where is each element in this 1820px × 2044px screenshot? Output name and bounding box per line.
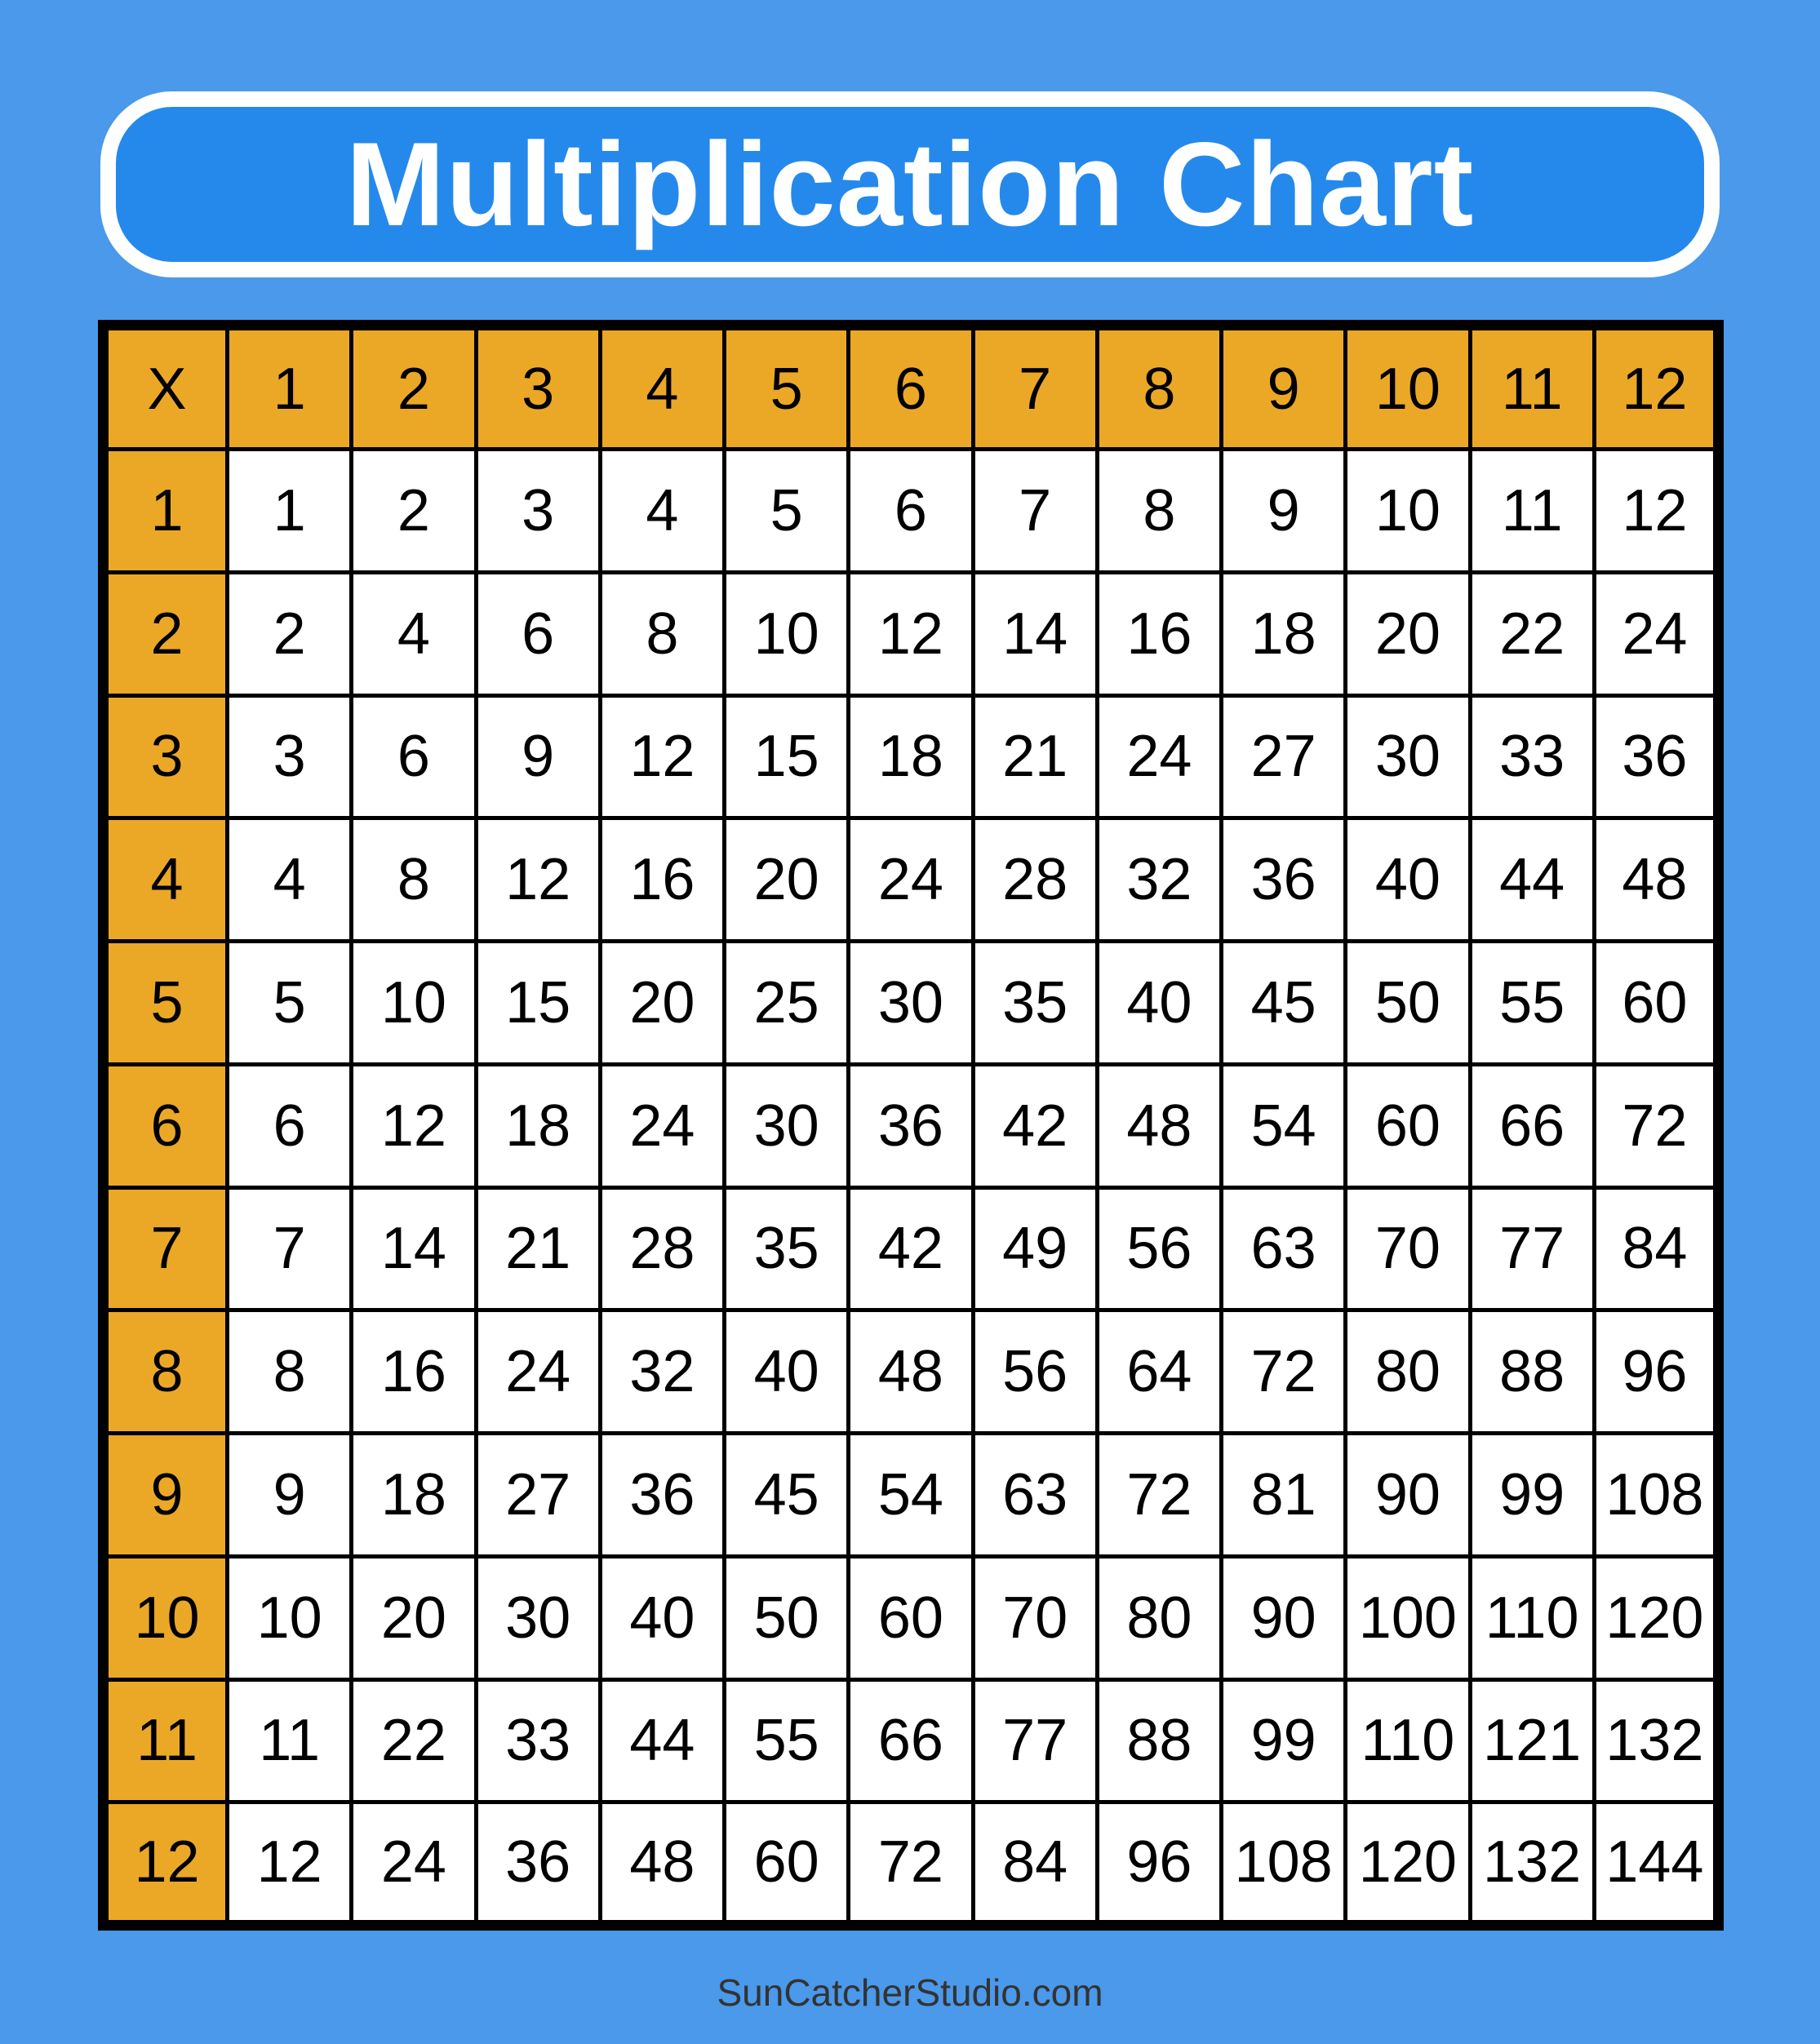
product-cell-4x2: 8 (352, 818, 476, 942)
product-cell-10x11: 110 (1470, 1556, 1594, 1679)
product-cell-5x12: 60 (1594, 942, 1718, 1065)
product-cell-6x12: 72 (1594, 1064, 1718, 1187)
row-header-5: 5 (104, 942, 228, 1065)
row-header-12: 12 (104, 1802, 228, 1926)
product-cell-1x5: 5 (725, 450, 849, 573)
product-cell-10x10: 100 (1346, 1556, 1470, 1679)
product-cell-12x4: 48 (600, 1802, 724, 1926)
column-header-12: 12 (1594, 326, 1718, 450)
product-cell-10x3: 30 (476, 1556, 600, 1679)
product-cell-3x4: 12 (600, 695, 724, 818)
product-cell-12x6: 72 (849, 1802, 973, 1926)
product-cell-4x1: 4 (228, 818, 352, 942)
table-row-6 (104, 1064, 1719, 1187)
product-cell-1x8: 8 (1097, 450, 1221, 573)
product-cell-7x5: 35 (725, 1187, 849, 1310)
product-cell-8x5: 40 (725, 1310, 849, 1434)
product-cell-11x2: 22 (352, 1679, 476, 1802)
product-cell-1x3: 3 (476, 450, 600, 573)
corner-cell: X (104, 326, 228, 450)
product-cell-9x6: 54 (849, 1434, 973, 1557)
product-cell-8x7: 56 (973, 1310, 1097, 1434)
product-cell-2x10: 20 (1346, 572, 1470, 695)
product-cell-5x11: 55 (1470, 942, 1594, 1065)
column-header-11: 11 (1470, 326, 1594, 450)
product-cell-2x7: 14 (973, 572, 1097, 695)
product-cell-1x12: 12 (1594, 450, 1718, 573)
product-cell-11x9: 99 (1222, 1679, 1346, 1802)
table-row-8 (104, 1310, 1719, 1434)
table-row-3 (104, 695, 1719, 818)
site-credit: SunCatcherStudio.com (717, 1971, 1103, 2014)
product-cell-6x6: 36 (849, 1064, 973, 1187)
row-header-10: 10 (104, 1556, 228, 1679)
table-row-1 (104, 450, 1719, 573)
product-cell-8x8: 64 (1097, 1310, 1221, 1434)
product-cell-12x1: 12 (228, 1802, 352, 1926)
column-header-3: 3 (476, 326, 600, 450)
product-cell-8x2: 16 (352, 1310, 476, 1434)
table-row-11 (104, 1679, 1719, 1802)
table-row-10 (104, 1556, 1719, 1679)
product-cell-1x2: 2 (352, 450, 476, 573)
product-cell-1x4: 4 (600, 450, 724, 573)
product-cell-6x11: 66 (1470, 1064, 1594, 1187)
product-cell-10x2: 20 (352, 1556, 476, 1679)
product-cell-7x6: 42 (849, 1187, 973, 1310)
product-cell-8x4: 32 (600, 1310, 724, 1434)
table-header (104, 326, 1719, 450)
product-cell-10x4: 40 (600, 1556, 724, 1679)
product-cell-9x12: 108 (1594, 1434, 1718, 1557)
table-row-4 (104, 818, 1719, 942)
row-header-7: 7 (104, 1187, 228, 1310)
product-cell-12x7: 84 (973, 1802, 1097, 1926)
product-cell-1x6: 6 (849, 450, 973, 573)
product-cell-4x11: 44 (1470, 818, 1594, 942)
product-cell-10x6: 60 (849, 1556, 973, 1679)
row-header-11: 11 (104, 1679, 228, 1802)
product-cell-12x9: 108 (1222, 1802, 1346, 1926)
product-cell-3x7: 21 (973, 695, 1097, 818)
product-cell-6x10: 60 (1346, 1064, 1470, 1187)
product-cell-5x5: 25 (725, 942, 849, 1065)
product-cell-11x1: 11 (228, 1679, 352, 1802)
product-cell-12x11: 132 (1470, 1802, 1594, 1926)
row-header-3: 3 (104, 695, 228, 818)
product-cell-4x12: 48 (1594, 818, 1718, 942)
product-cell-5x3: 15 (476, 942, 600, 1065)
product-cell-4x3: 12 (476, 818, 600, 942)
column-header-8: 8 (1097, 326, 1221, 450)
column-header-10: 10 (1346, 326, 1470, 450)
product-cell-3x8: 24 (1097, 695, 1221, 818)
table-row-12 (104, 1802, 1719, 1926)
page-title: Multiplication Chart (345, 117, 1475, 251)
row-header-9: 9 (104, 1434, 228, 1557)
product-cell-2x4: 8 (600, 572, 724, 695)
product-cell-1x1: 1 (228, 450, 352, 573)
product-cell-10x9: 90 (1222, 1556, 1346, 1679)
product-cell-9x3: 27 (476, 1434, 600, 1557)
product-cell-7x4: 28 (600, 1187, 724, 1310)
product-cell-5x8: 40 (1097, 942, 1221, 1065)
product-cell-4x4: 16 (600, 818, 724, 942)
product-cell-1x7: 7 (973, 450, 1097, 573)
product-cell-9x4: 36 (600, 1434, 724, 1557)
product-cell-11x10: 110 (1346, 1679, 1470, 1802)
column-header-1: 1 (228, 326, 352, 450)
product-cell-7x10: 70 (1346, 1187, 1470, 1310)
product-cell-9x5: 45 (725, 1434, 849, 1557)
product-cell-6x3: 18 (476, 1064, 600, 1187)
product-cell-9x11: 99 (1470, 1434, 1594, 1557)
product-cell-7x9: 63 (1222, 1187, 1346, 1310)
product-cell-10x8: 80 (1097, 1556, 1221, 1679)
product-cell-1x10: 10 (1346, 450, 1470, 573)
table-row-9 (104, 1434, 1719, 1557)
product-cell-7x12: 84 (1594, 1187, 1718, 1310)
product-cell-6x1: 6 (228, 1064, 352, 1187)
product-cell-6x9: 54 (1222, 1064, 1346, 1187)
product-cell-12x3: 36 (476, 1802, 600, 1926)
product-cell-10x1: 10 (228, 1556, 352, 1679)
product-cell-9x7: 63 (973, 1434, 1097, 1557)
product-cell-6x4: 24 (600, 1064, 724, 1187)
product-cell-7x8: 56 (1097, 1187, 1221, 1310)
product-cell-2x8: 16 (1097, 572, 1221, 695)
product-cell-11x5: 55 (725, 1679, 849, 1802)
column-header-5: 5 (725, 326, 849, 450)
product-cell-11x3: 33 (476, 1679, 600, 1802)
product-cell-5x2: 10 (352, 942, 476, 1065)
product-cell-2x6: 12 (849, 572, 973, 695)
product-cell-2x1: 2 (228, 572, 352, 695)
product-cell-5x1: 5 (228, 942, 352, 1065)
product-cell-11x6: 66 (849, 1679, 973, 1802)
product-cell-3x5: 15 (725, 695, 849, 818)
column-header-4: 4 (600, 326, 724, 450)
product-cell-12x5: 60 (725, 1802, 849, 1926)
row-header-1: 1 (104, 450, 228, 573)
product-cell-3x1: 3 (228, 695, 352, 818)
product-cell-3x12: 36 (1594, 695, 1718, 818)
product-cell-4x7: 28 (973, 818, 1097, 942)
product-cell-7x7: 49 (973, 1187, 1097, 1310)
product-cell-9x10: 90 (1346, 1434, 1470, 1557)
product-cell-3x6: 18 (849, 695, 973, 818)
product-cell-11x7: 77 (973, 1679, 1097, 1802)
product-cell-5x10: 50 (1346, 942, 1470, 1065)
product-cell-4x9: 36 (1222, 818, 1346, 942)
product-cell-8x11: 88 (1470, 1310, 1594, 1434)
product-cell-3x3: 9 (476, 695, 600, 818)
table-row-5 (104, 942, 1719, 1065)
product-cell-3x9: 27 (1222, 695, 1346, 818)
product-cell-9x1: 9 (228, 1434, 352, 1557)
product-cell-2x5: 10 (725, 572, 849, 695)
product-cell-12x2: 24 (352, 1802, 476, 1926)
product-cell-7x11: 77 (1470, 1187, 1594, 1310)
product-cell-6x2: 12 (352, 1064, 476, 1187)
product-cell-7x3: 21 (476, 1187, 600, 1310)
product-cell-10x7: 70 (973, 1556, 1097, 1679)
column-header-6: 6 (849, 326, 973, 450)
product-cell-6x7: 42 (973, 1064, 1097, 1187)
product-cell-5x4: 20 (600, 942, 724, 1065)
row-header-2: 2 (104, 572, 228, 695)
column-header-9: 9 (1222, 326, 1346, 450)
product-cell-10x12: 120 (1594, 1556, 1718, 1679)
product-cell-3x11: 33 (1470, 695, 1594, 818)
product-cell-2x12: 24 (1594, 572, 1718, 695)
header-row (104, 326, 1719, 450)
product-cell-12x12: 144 (1594, 1802, 1718, 1926)
product-cell-6x8: 48 (1097, 1064, 1221, 1187)
product-cell-7x1: 7 (228, 1187, 352, 1310)
row-header-8: 8 (104, 1310, 228, 1434)
product-cell-5x7: 35 (973, 942, 1097, 1065)
product-cell-11x12: 132 (1594, 1679, 1718, 1802)
product-cell-8x3: 24 (476, 1310, 600, 1434)
product-cell-8x1: 8 (228, 1310, 352, 1434)
product-cell-2x3: 6 (476, 572, 600, 695)
product-cell-5x9: 45 (1222, 942, 1346, 1065)
product-cell-9x2: 18 (352, 1434, 476, 1557)
product-cell-6x5: 30 (725, 1064, 849, 1187)
table-row-7 (104, 1187, 1719, 1310)
column-header-2: 2 (352, 326, 476, 450)
product-cell-11x4: 44 (600, 1679, 724, 1802)
product-cell-12x8: 96 (1097, 1802, 1221, 1926)
product-cell-3x10: 30 (1346, 695, 1470, 818)
product-cell-12x10: 120 (1346, 1802, 1470, 1926)
title-banner (100, 91, 1720, 277)
product-cell-11x8: 88 (1097, 1679, 1221, 1802)
product-cell-8x12: 96 (1594, 1310, 1718, 1434)
product-cell-4x10: 40 (1346, 818, 1470, 942)
product-cell-8x9: 72 (1222, 1310, 1346, 1434)
product-cell-5x6: 30 (849, 942, 973, 1065)
product-cell-2x11: 22 (1470, 572, 1594, 695)
product-cell-8x6: 48 (849, 1310, 973, 1434)
product-cell-1x11: 11 (1470, 450, 1594, 573)
product-cell-4x6: 24 (849, 818, 973, 942)
table-row-2 (104, 572, 1719, 695)
product-cell-4x8: 32 (1097, 818, 1221, 942)
product-cell-2x9: 18 (1222, 572, 1346, 695)
table-body (104, 450, 1719, 1926)
product-cell-3x2: 6 (352, 695, 476, 818)
product-cell-7x2: 14 (352, 1187, 476, 1310)
product-cell-2x2: 4 (352, 572, 476, 695)
product-cell-4x5: 20 (725, 818, 849, 942)
product-cell-9x9: 81 (1222, 1434, 1346, 1557)
product-cell-1x9: 9 (1222, 450, 1346, 573)
product-cell-11x11: 121 (1470, 1679, 1594, 1802)
row-header-6: 6 (104, 1064, 228, 1187)
product-cell-8x10: 80 (1346, 1310, 1470, 1434)
product-cell-10x5: 50 (725, 1556, 849, 1679)
product-cell-9x8: 72 (1097, 1434, 1221, 1557)
row-header-4: 4 (104, 818, 228, 942)
multiplication-table (98, 320, 1724, 1931)
column-header-7: 7 (973, 326, 1097, 450)
